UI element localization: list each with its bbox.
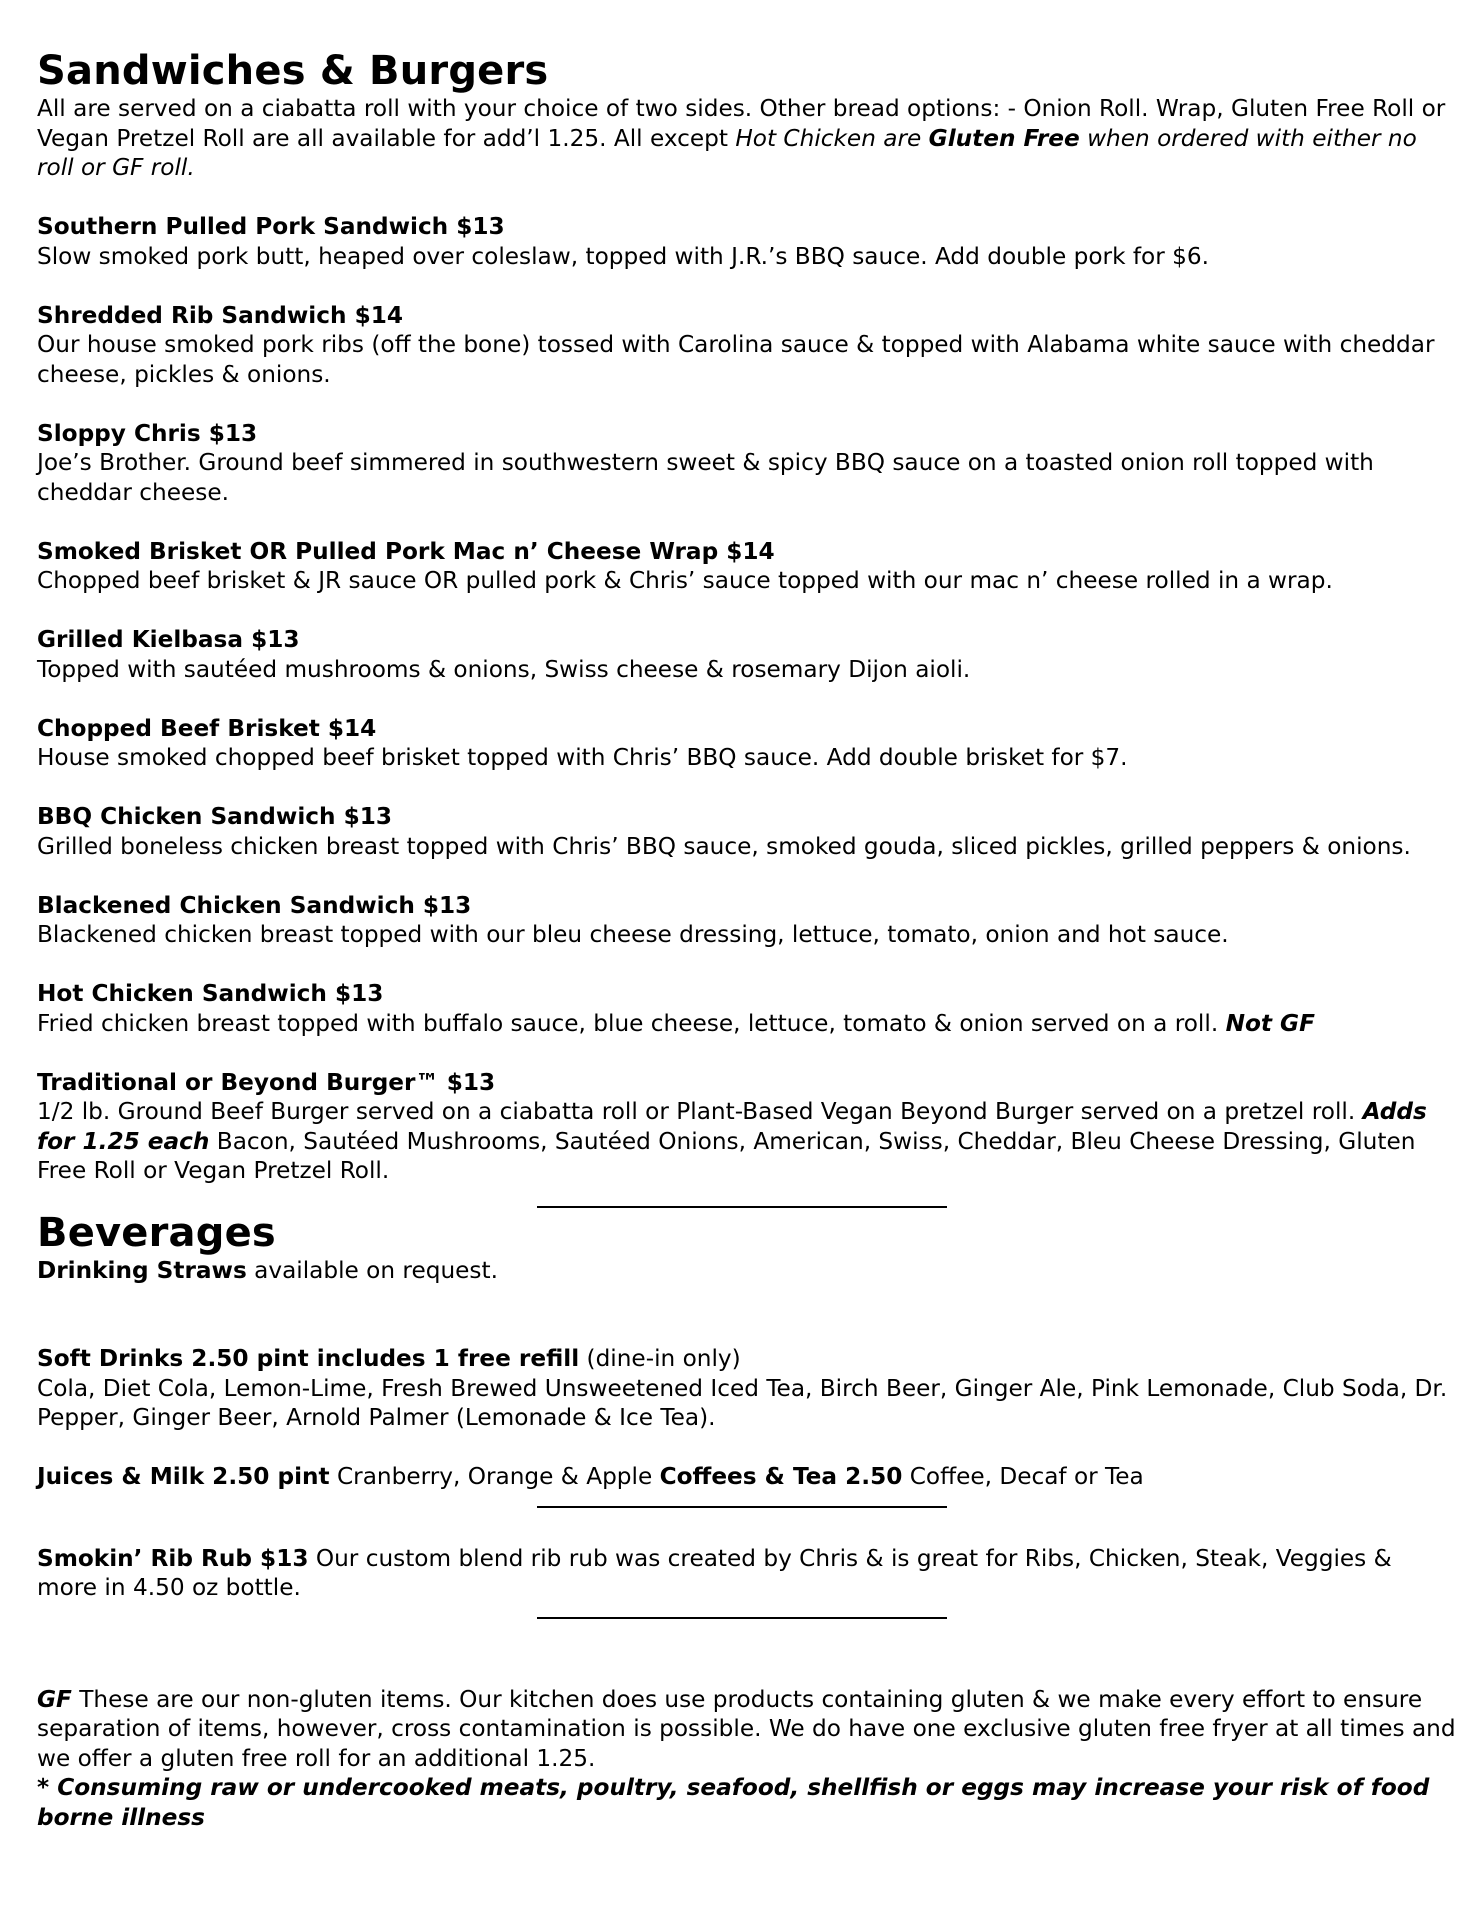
menu-item-name: Sloppy Chris $13	[37, 419, 258, 447]
menu-item-name: BBQ Chicken Sandwich $13	[37, 803, 393, 830]
menu-item	[37, 714, 1457, 773]
soft-drinks-list: Cola, Diet Cola, Lemon-Lime, Fresh Brewed Unsweetened Iced Tea, Birch Beer, Ginger Ale, Pink Lemonade, Club Soda, Dr. Pepper, Ginger Beer, Arnold Palmer (Lemonade & Ice Tea).	[37, 1374, 1448, 1431]
menu-items	[37, 212, 1457, 950]
sandwiches-intro	[37, 94, 1457, 183]
menu-item-hot-chicken	[37, 979, 1457, 1038]
menu-item-desc: Joe’s Brother. Ground beef simmered in southwestern sweet & spicy BBQ sauce on a toasted onion roll topped with cheddar cheese.	[37, 449, 1374, 506]
menu-item-name: Chopped Beef Brisket $14	[37, 714, 377, 742]
menu-item-burger	[37, 1068, 1457, 1186]
health-warning: * Consuming raw or undercooked meats, poultry, seafood, shellfish or eggs may increase your risk of food borne illness	[37, 1774, 1430, 1831]
menu-item	[37, 625, 1457, 684]
menu-item-name: Smoked Brisket OR Pulled Pork Mac n’ Cheese Wrap $14	[37, 537, 775, 565]
menu-item-desc: Grilled boneless chicken breast topped with Chris’ BBQ sauce, smoked gouda, sliced pickles, grilled peppers & onions.	[37, 832, 1411, 860]
menu-item-name: Hot Chicken Sandwich $13	[37, 980, 384, 1007]
menu-item-desc: Slow smoked pork butt, heaped over coleslaw, topped with J.R.’s BBQ sauce. Add double pork for $6.	[37, 242, 1209, 270]
soft-drinks: Soft Drinks 2.50 pint includes 1 free refill (dine-in only)	[37, 1345, 741, 1372]
intro-italic: Hot Chicken are	[735, 124, 929, 152]
menu-item	[37, 537, 1457, 596]
adds-label: Adds for 1.25 each	[37, 1098, 1427, 1155]
menu-item-name: Grilled Kielbasa $13	[37, 626, 300, 653]
juices-coffee: Juices & Milk 2.50 pint Cranberry, Orange & Apple Coffees & Tea 2.50 Coffee, Decaf or Tea	[37, 1463, 1144, 1490]
menu-item-name: Traditional or Beyond Burger™ $13	[37, 1068, 496, 1096]
straws-note: Drinking Straws available on request.	[37, 1256, 498, 1284]
menu-item	[37, 891, 1457, 950]
sandwiches-heading: Sandwiches & Burgers	[37, 48, 549, 94]
menu-item-desc: 1/2 lb. Ground Beef Burger served on a ciabatta roll or Plant-Based Vegan Beyond Burger served on a pretzel roll. Adds for 1.25 each Bacon, Sautéed Mushrooms, Sautéed Onions, American, Swiss, Cheddar, Bleu Cheese Dressing, Gluten Free Roll or Vegan Pretzel Roll.	[37, 1098, 1427, 1184]
menu-item-desc: House smoked chopped beef brisket topped with Chris’ BBQ sauce. Add double brisket for $7.	[37, 744, 1128, 771]
menu-page	[37, 48, 1457, 1832]
intro-text: All are served on a ciabatta roll with your choice of two sides. Other bread options: - Onion Roll. Wrap, Gluten Free Roll or Vegan Pretzel Roll are all available for add’l 1.25. All except	[37, 95, 1446, 152]
menu-item-desc: Fried chicken breast topped with buffalo sauce, blue cheese, lettuce, tomato & onion served on a roll. Not GF	[37, 1009, 1315, 1037]
menu-item	[37, 301, 1457, 390]
menu-item	[37, 419, 1457, 508]
menu-item-desc: Our house smoked pork ribs (off the bone) tossed with Carolina sauce & topped with Alabama white sauce with cheddar cheese, pickles & onions.	[37, 331, 1435, 388]
rib-rub: Smokin’ Rib Rub $13 Our custom blend rib rub was created by Chris & is great for Ribs, Chicken, Steak, Veggies & more in 4.50 oz bottle.	[37, 1544, 1392, 1601]
menu-item-desc: Blackened chicken breast topped with our bleu cheese dressing, lettuce, tomato, onion and hot sauce.	[37, 921, 1229, 948]
menu-item-desc: Chopped beef brisket & JR sauce OR pulled pork & Chris’ sauce topped with our mac n’ cheese rolled in a wrap.	[37, 567, 1333, 594]
menu-item-desc: Topped with sautéed mushrooms & onions, Swiss cheese & rosemary Dijon aioli.	[37, 655, 971, 683]
gf-note: GF These are our non-gluten items. Our kitchen does use products containing gluten & we make every effort to ensure separation of items, however, cross contamination is possible. We do have one exclusive gluten free fryer at all times and we offer a gluten free roll for an additional 1.25.	[37, 1685, 1456, 1772]
menu-item-name: Shredded Rib Sandwich $14	[37, 301, 403, 329]
intro-italic-end: when ordered with either no roll or GF roll.	[37, 124, 1417, 181]
not-gf-tag: Not GF	[1225, 1009, 1315, 1037]
intro-gluten-free: Gluten Free	[928, 124, 1080, 152]
menu-item	[37, 802, 1457, 861]
menu-item-name: Southern Pulled Pork Sandwich $13	[37, 213, 505, 240]
beverages-heading: Beverages	[37, 1209, 276, 1256]
menu-item	[37, 212, 1457, 271]
adds-text: Bacon, Sautéed Mushrooms, Sautéed Onions, American, Swiss, Cheddar, Bleu Cheese Dressing, Gluten Free Roll or Vegan Pretzel Roll.	[37, 1127, 1416, 1184]
menu-item-name: Blackened Chicken Sandwich $13	[37, 891, 472, 919]
divider	[537, 1206, 947, 1208]
